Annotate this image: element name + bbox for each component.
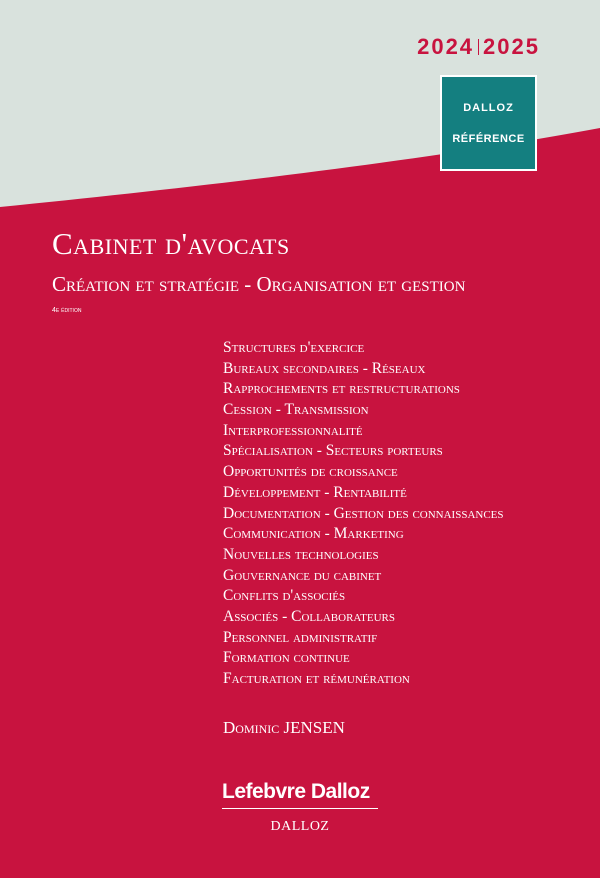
badge-line-1: DALLOZ — [463, 102, 514, 114]
topic-item: Formation continue — [223, 649, 350, 667]
topic-item: Conflits d'associés — [223, 587, 346, 605]
topic-item: Cession - Transmission — [223, 401, 369, 419]
topic-item: Structures d'exercice — [223, 339, 365, 356]
topic-item: Documentation - Gestion des connaissances — [223, 504, 504, 522]
topic-item: Rapprochements et restructurations — [223, 380, 460, 398]
topic-item: Communication - Marketing — [223, 525, 404, 543]
topic-item: Personnel administratif — [223, 628, 378, 646]
topic-item: Interprofessionnalité — [223, 421, 363, 439]
publisher-logo: Lefebvre Dalloz — [222, 780, 370, 803]
topic-item: Spécialisation - Secteurs porteurs — [223, 442, 443, 460]
book-title: Cabinet d'avocats — [52, 226, 290, 261]
year-end: 2025 — [483, 34, 540, 59]
topic-item: Développement - Rentabilité — [223, 483, 407, 501]
badge-line-2: RÉFÉRENCE — [452, 133, 525, 145]
topics-list — [223, 338, 504, 690]
topic-item: Nouvelles technologies — [223, 545, 379, 563]
topic-item: Facturation et rémunération — [223, 670, 410, 687]
edition-label: 4e édition — [52, 307, 82, 314]
author-name: Dominic JENSEN — [223, 718, 345, 737]
book-subtitle: Création et stratégie - Organisation et gestion — [52, 272, 466, 296]
edition-years — [417, 34, 540, 60]
year-start: 2024 — [417, 34, 475, 59]
year-separator — [478, 39, 479, 55]
imprint-logo: DALLOZ — [270, 819, 330, 834]
topic-item: Opportunités de croissance — [223, 463, 398, 481]
topic-item: Gouvernance du cabinet — [223, 566, 382, 584]
topic-item: Bureaux secondaires - Réseaux — [223, 359, 426, 377]
publisher-divider — [222, 808, 378, 809]
collection-badge — [440, 75, 537, 171]
topic-item: Associés - Collaborateurs — [223, 607, 395, 625]
